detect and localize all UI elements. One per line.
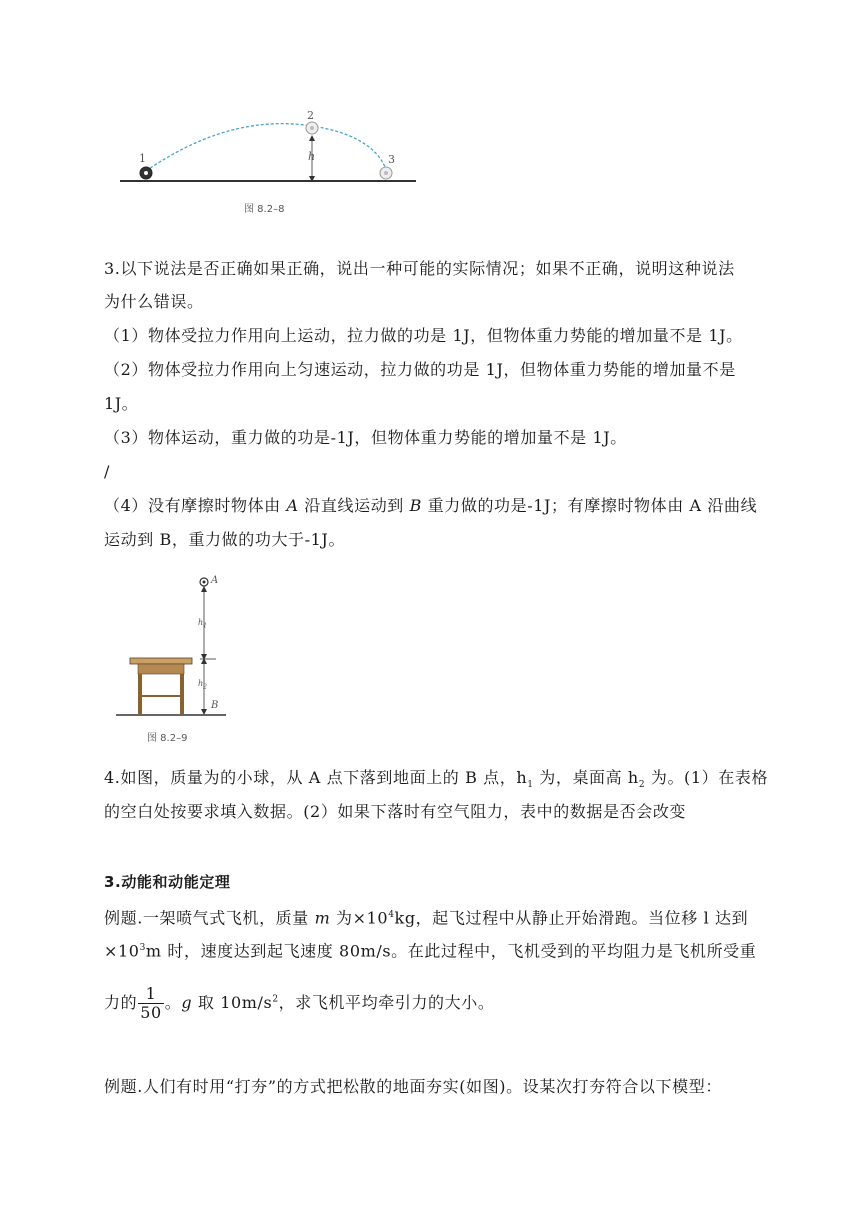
ex1-text-d: ×10	[104, 941, 140, 961]
trajectory-curve	[146, 124, 386, 171]
figure-label-3: 3	[388, 153, 395, 166]
q4-line2: 的空白处按要求填入数据。(2）如果下落时有空气阻力，表中的数据是否会改变	[104, 802, 687, 821]
fraction-denominator: 50	[140, 1003, 162, 1022]
ex1-g-symbol: g	[181, 993, 193, 1012]
ex1-text-a: 例题.一架喷气式飞机，质量	[104, 908, 315, 928]
q3-item4-line2: 运动到 B，重力做的功大于-1J。	[104, 530, 346, 549]
q4-line1	[104, 767, 769, 796]
table-drawer	[138, 664, 184, 674]
figure-caption-8-2-8: 图 8.2–8	[244, 204, 285, 215]
q3-slash: /	[104, 462, 110, 481]
table-leg-left	[138, 674, 142, 714]
q3-item1: （1）物体受拉力作用向上运动，拉力做的功是 1J，但物体重力势能的增加量不是 1J。	[104, 326, 743, 345]
ex1-sup-1: 4	[388, 910, 395, 920]
ex1-sup-3: 2	[272, 994, 279, 1005]
figure-label-1: 1	[139, 152, 146, 165]
table-top	[130, 658, 192, 664]
ex1-text-h: 取 10m/s	[192, 993, 273, 1012]
figure2-label-a: A	[211, 575, 219, 586]
fraction-1-50	[138, 985, 164, 1022]
ex1-text-c: kg，起飞过程中从静止开始滑跑。当位移 l 达到	[394, 908, 749, 928]
q3-item4-point-b: B	[409, 496, 422, 515]
fraction-numerator: 1	[138, 985, 164, 1004]
q3-intro-line2: 为什么错误。	[104, 292, 204, 311]
example1-line2	[104, 937, 764, 962]
q3-intro-line1: 3.以下说法是否正确如果正确，说出一种可能的实际情况；如果不正确，说明这种说法	[104, 259, 735, 278]
ex1-text-f: 力的	[104, 993, 138, 1012]
q3-item2-line2: 1J。	[104, 394, 139, 413]
q4-text-c: 为。(1）在表格	[645, 768, 769, 787]
q3-item4-line1	[104, 495, 764, 517]
q3-item3: （3）物体运动，重力做的功是-1J，但物体重力势能的增加量不是 1J。	[104, 428, 627, 447]
example1-line1	[104, 904, 764, 929]
figure2-label-h1: $h_1$	[198, 618, 207, 630]
q3-item2-line1: （2）物体受拉力作用向上匀速运动，拉力做的功是 1J，但物体重力势能的增加量不是	[104, 360, 736, 379]
q4-sub-2: 2	[638, 780, 646, 791]
q3-item4-text-a: （4）没有摩擦时物体由	[104, 496, 287, 515]
ex1-text-b: 为×10	[330, 908, 389, 928]
q3-item4-text-b: 沿直线运动到	[298, 496, 410, 515]
q4-text-a: 4.如图，质量为的小球，从 A 点下落到地面上的 B 点，h	[104, 768, 528, 787]
ex1-text-g: 。	[164, 993, 182, 1012]
table-leg-right	[180, 674, 184, 714]
q3-item4-point-a: A	[286, 496, 299, 515]
figure-label-2: 2	[307, 109, 314, 122]
ex1-text-i: ，求飞机平均牵引力的大小。	[278, 993, 495, 1012]
q4-sub-1: 1	[527, 780, 534, 791]
example1-line3	[104, 985, 764, 1022]
q4-text-b: 为，桌面高 h	[533, 768, 639, 787]
example2-line1: 例题.人们有时用“打夯”的方式把松散的地面夯实(如图)。设某次打夯符合以下模型：	[104, 1077, 722, 1096]
ex1-text-e: m 时，速度达到起飞速度 80m/s。在此过程中，飞机受到的平均阻力是飞机所受重	[145, 941, 757, 961]
figure2-label-b: B	[211, 700, 219, 711]
figure-label-h: h	[308, 150, 316, 163]
figure2-label-h2: $h_2$	[198, 679, 207, 691]
ex1-sup-2: 3	[139, 943, 146, 953]
q3-item4-text-c: 重力做的功是-1J；有摩擦时物体由 A 沿曲线	[421, 496, 758, 515]
figure-caption-8-2-9: 图 8.2–9	[147, 733, 188, 744]
section-heading: 3.动能和动能定理	[104, 873, 231, 891]
ex1-mass-symbol: m	[314, 908, 331, 928]
